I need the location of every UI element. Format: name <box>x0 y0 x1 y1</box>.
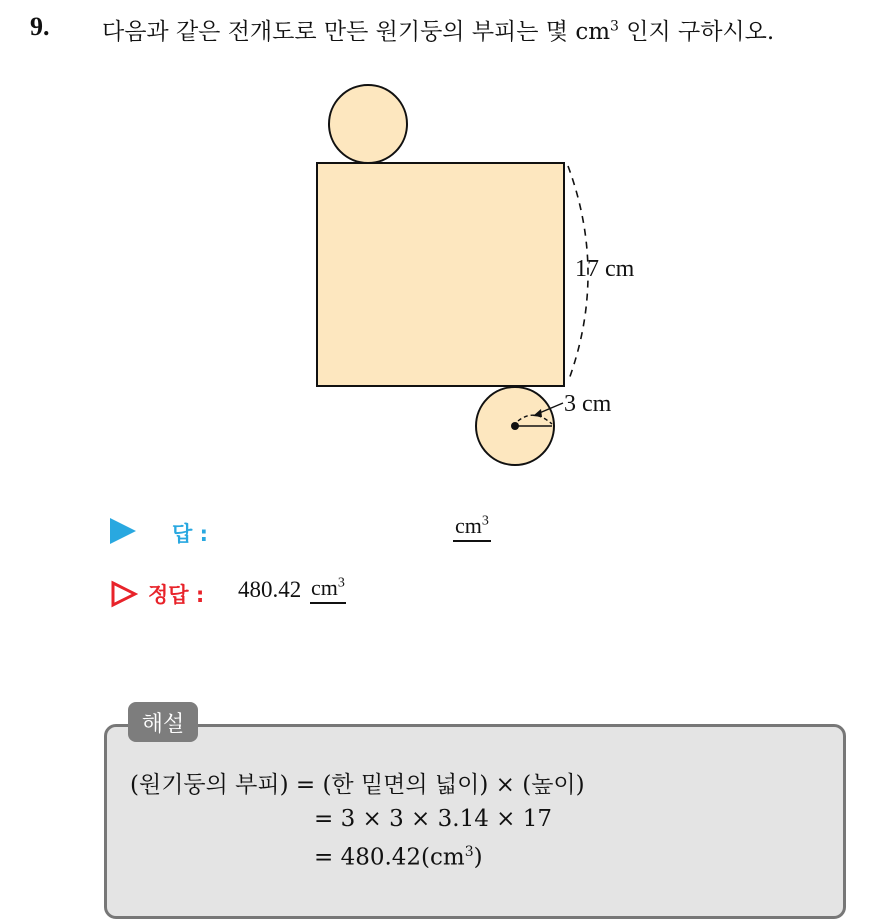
answer-triangle-icon <box>110 518 136 544</box>
key-unit-text: cm <box>311 575 338 600</box>
explanation-line-3-sup: 3 <box>464 844 474 860</box>
key-value: 480.42 <box>238 577 302 602</box>
radius-label: 3 cm <box>564 391 612 417</box>
explanation-line-3-tail: ) <box>473 844 483 871</box>
key-unit <box>310 575 346 604</box>
explanation-line-1: (원기둥의 부피) = (한 밑면의 넓이) × (높이) <box>130 772 585 798</box>
question-text-tail: 인지 구하시오. <box>618 19 775 45</box>
answer-unit <box>453 513 491 542</box>
explanation-line-2: = 3 × 3 × 3.14 × 17 <box>314 806 553 832</box>
question-number: 9. <box>30 12 50 41</box>
question-text-main: 다음과 같은 전개도로 만든 원기둥의 부피는 몇 cm <box>102 19 611 45</box>
side-rectangle <box>317 163 564 386</box>
explanation-line-3 <box>314 844 483 871</box>
explanation-line-3-main: = 480.42(cm <box>314 844 465 871</box>
top-base-circle <box>329 85 407 163</box>
explanation-tab: 해설 <box>128 702 198 742</box>
key-triangle-icon <box>110 580 138 608</box>
key-unit-sup: 3 <box>337 575 345 591</box>
key-label: 정답 : <box>148 583 205 607</box>
height-label: 17 cm <box>575 256 635 282</box>
answer-label: 답 : <box>172 522 208 546</box>
question-text-sup: 3 <box>610 18 619 35</box>
answer-unit-text: cm <box>455 513 482 538</box>
answer-unit-sup: 3 <box>481 513 489 529</box>
